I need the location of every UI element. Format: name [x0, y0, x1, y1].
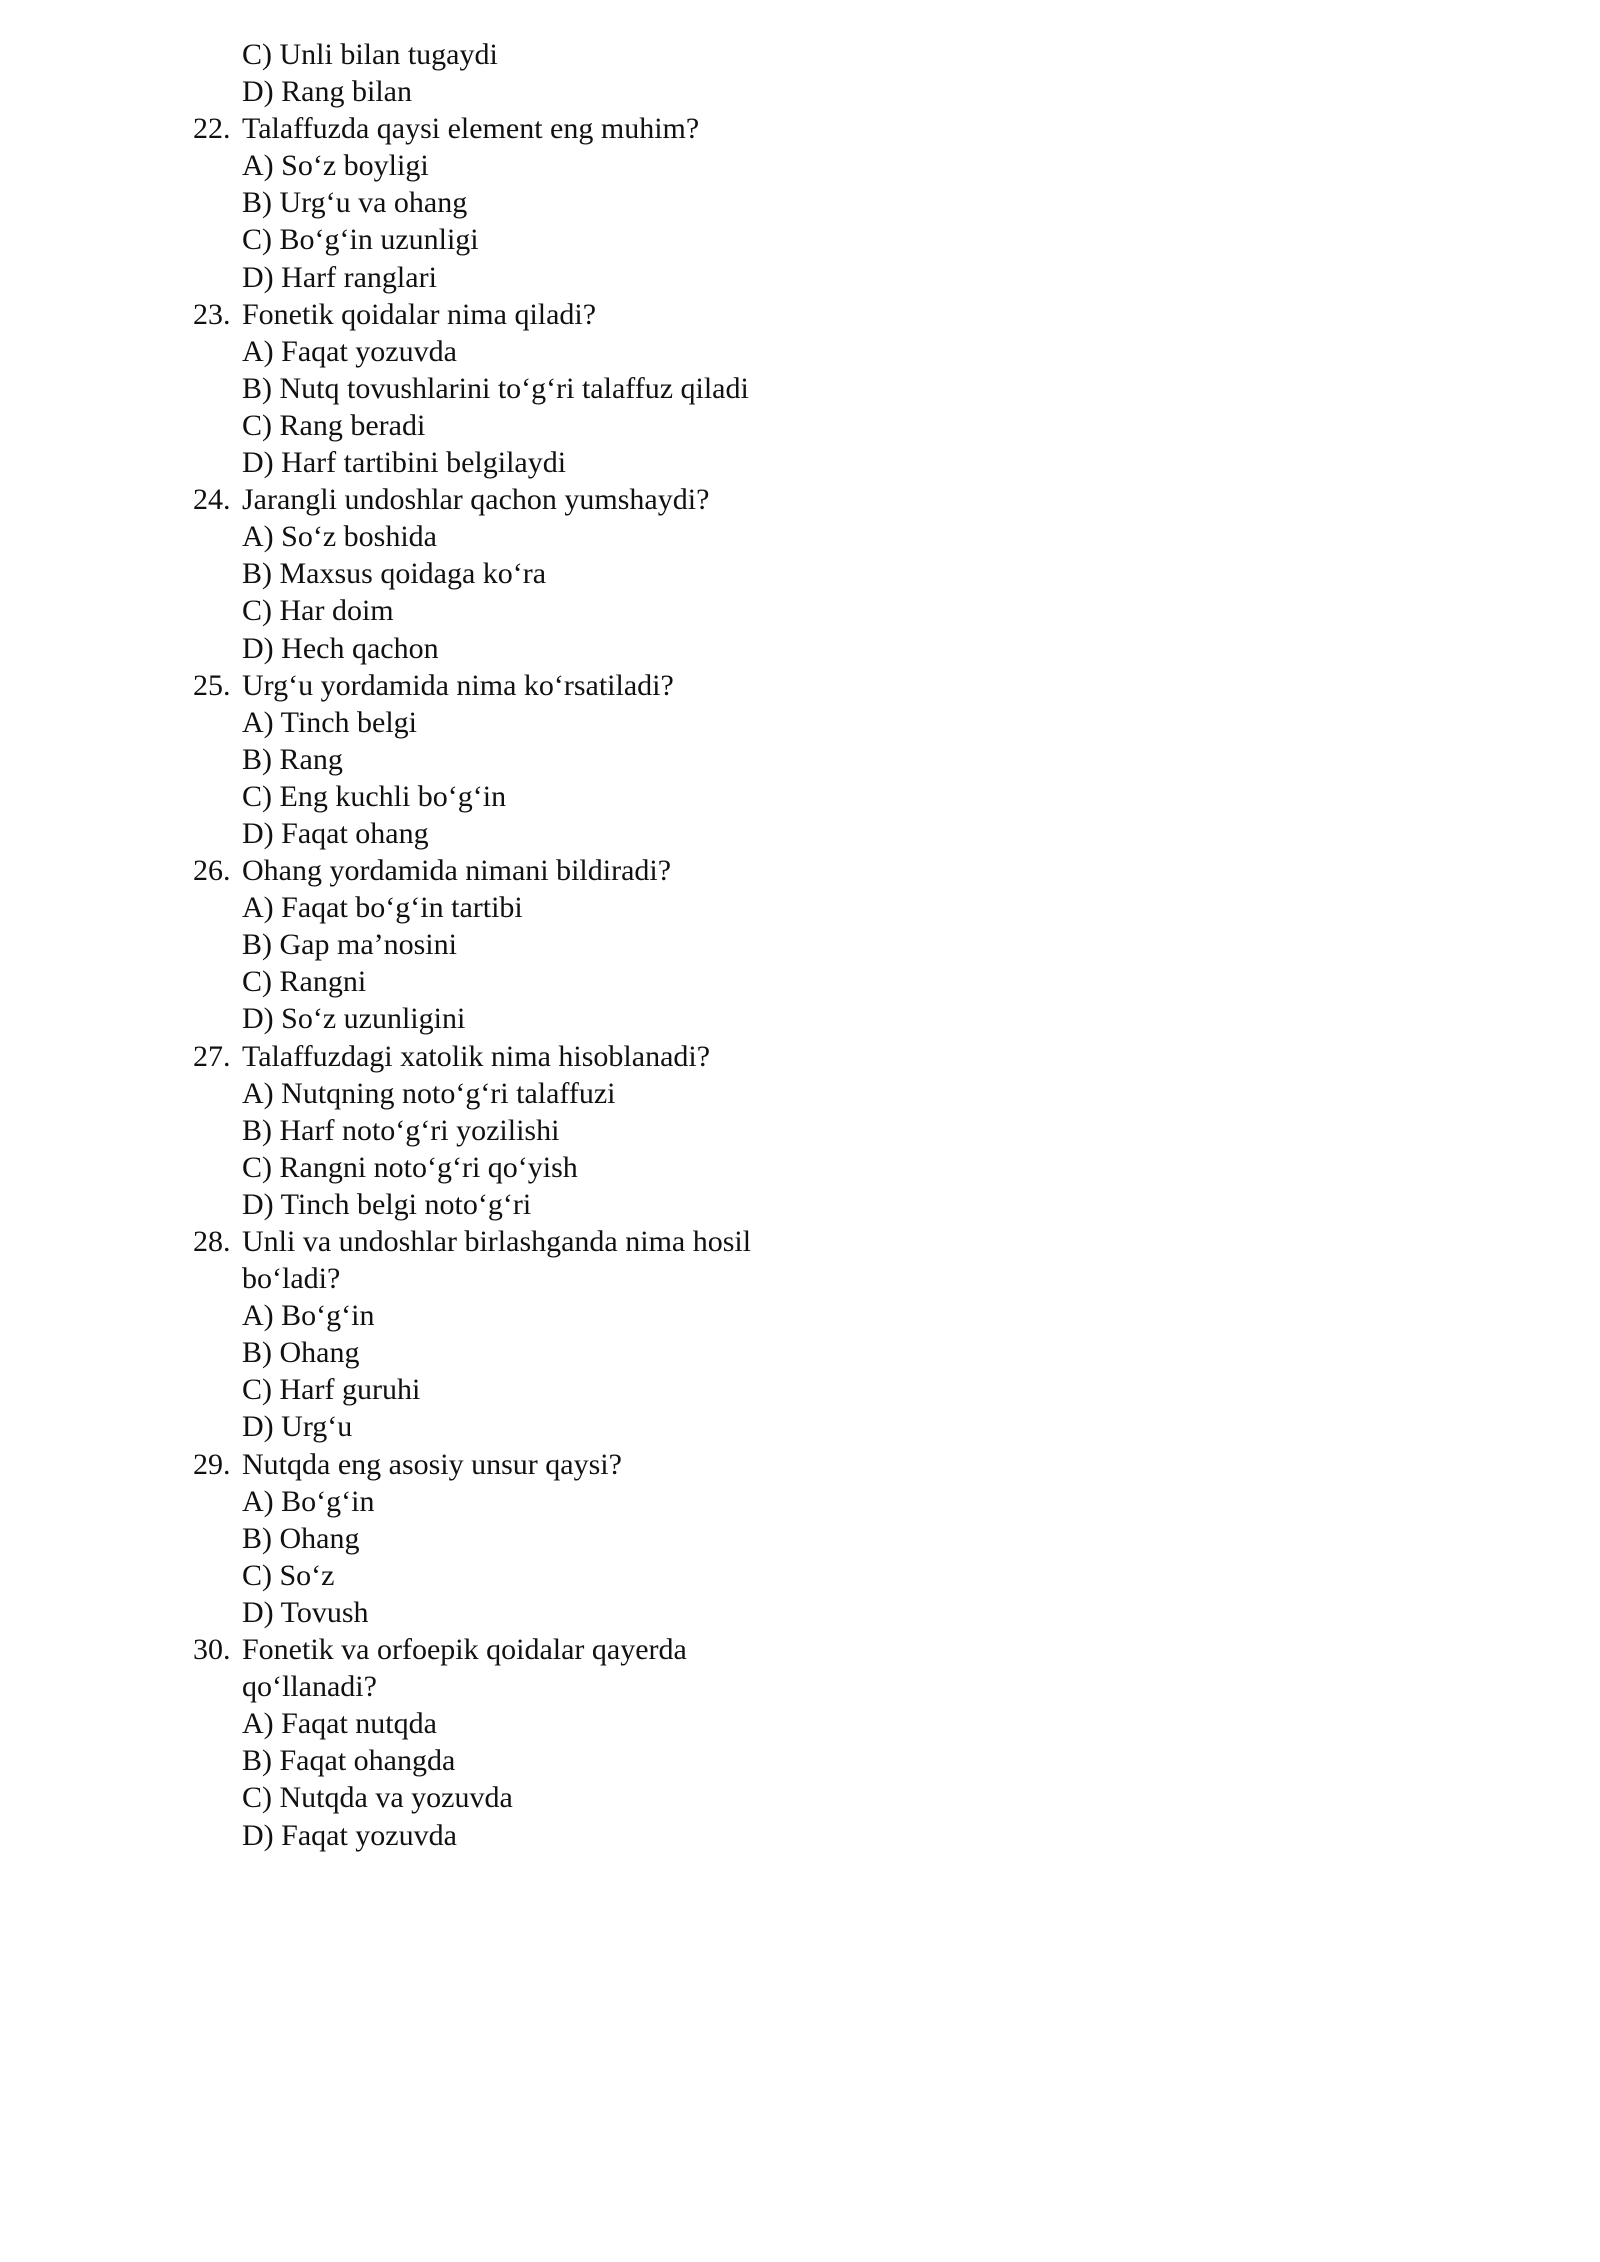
question-number: 24. [193, 483, 231, 517]
question-29 [193, 1446, 813, 1631]
question-text: Fonetik qoidalar nima qiladi? [242, 297, 597, 331]
option-c: C) Nutqda va yozuvda [242, 1781, 513, 1815]
option-b: B) Rang [242, 742, 343, 776]
question-list [193, 36, 813, 1854]
option-a: A) Tinch belgi [242, 705, 418, 739]
option-b: B) Nutq tovushlarini to‘g‘ri talaffuz qiladi [242, 371, 749, 405]
option-d: D) So‘z uzunligini [242, 1002, 466, 1036]
option-b: B) Harf noto‘g‘ri yozilishi [242, 1113, 560, 1147]
question-text: Jarangli undoshlar qachon yumshaydi? [242, 483, 710, 517]
question-number: 22. [193, 112, 231, 146]
question-number: 28. [193, 1225, 231, 1258]
question-27 [193, 1038, 813, 1223]
question-30 [193, 1631, 813, 1854]
option-a: A) So‘z boyligi [242, 149, 429, 183]
option-c: C) So‘z [242, 1558, 335, 1592]
option-b: B) Gap ma’nosini [242, 928, 457, 962]
option-c: C) Harf guruhi [242, 1373, 421, 1407]
question-number: 30. [193, 1633, 231, 1667]
question-text: Urg‘u yordamida nima ko‘rsatiladi? [242, 668, 674, 702]
option-d: D) Tinch belgi noto‘g‘ri [242, 1187, 532, 1221]
question-text: Talaffuzda qaysi element eng muhim? [242, 112, 700, 146]
option-a: A) Bo‘g‘in [242, 1484, 375, 1518]
option-c: C) Rang beradi [242, 408, 426, 442]
option-c: C) Har doim [242, 594, 394, 628]
question-text: Ohang yordamida nimani bildiradi? [242, 854, 672, 888]
option-a: A) So‘z boshida [242, 520, 437, 554]
question-number: 29. [193, 1447, 231, 1481]
question-26 [193, 852, 813, 1037]
option-b: B) Maxsus qoidaga ko‘ra [242, 557, 547, 591]
option-d: D) Tovush [242, 1595, 369, 1629]
question-number: 25. [193, 668, 231, 702]
option-c-q21: C) Unli bilan tugaydi [242, 38, 498, 71]
option-a: A) Faqat yozuvda [242, 334, 457, 368]
option-d: D) Hech qachon [242, 631, 439, 665]
option-a: A) Bo‘g‘in [242, 1299, 375, 1333]
option-b: B) Ohang [242, 1521, 360, 1555]
option-c: C) Rangni [242, 965, 367, 999]
option-c: C) Rangni noto‘g‘ri qo‘yish [242, 1150, 578, 1184]
question-number: 26. [193, 854, 231, 888]
question-number: 27. [193, 1039, 231, 1073]
option-a: A) Nutqning noto‘g‘ri talaffuzi [242, 1076, 616, 1110]
option-a: A) Faqat nutqda [242, 1707, 437, 1741]
option-d-q21: D) Rang bilan [242, 75, 412, 109]
question-number: 23. [193, 297, 231, 331]
question-text: Talaffuzdagi xatolik nima hisoblanadi? [242, 1039, 711, 1073]
question-22 [193, 110, 813, 295]
option-d: D) Harf ranglari [242, 260, 437, 294]
question-text: Fonetik va orfoepik qoidalar qayerda qo‘llanadi? [242, 1633, 687, 1704]
option-d: D) Harf tartibini belgilaydi [242, 446, 567, 480]
option-b: B) Faqat ohangda [242, 1744, 456, 1778]
option-c: C) Eng kuchli bo‘g‘in [242, 779, 507, 813]
question-28 [193, 1223, 813, 1446]
question-text: Unli va undoshlar birlashganda nima hosil bo‘ladi? [242, 1225, 752, 1296]
option-a: A) Faqat bo‘g‘in tartibi [242, 891, 523, 925]
option-c: C) Bo‘g‘in uzunligi [242, 223, 479, 257]
option-b: B) Ohang [242, 1336, 360, 1370]
question-text: Nutqda eng asosiy unsur qaysi? [242, 1447, 622, 1481]
option-d: D) Faqat yozuvda [242, 1818, 457, 1852]
question-23 [193, 296, 813, 481]
question-25 [193, 667, 813, 852]
option-d: D) Urg‘u [242, 1410, 353, 1444]
option-d: D) Faqat ohang [242, 816, 429, 850]
option-b: B) Urg‘u va ohang [242, 186, 468, 220]
question-24 [193, 481, 813, 666]
